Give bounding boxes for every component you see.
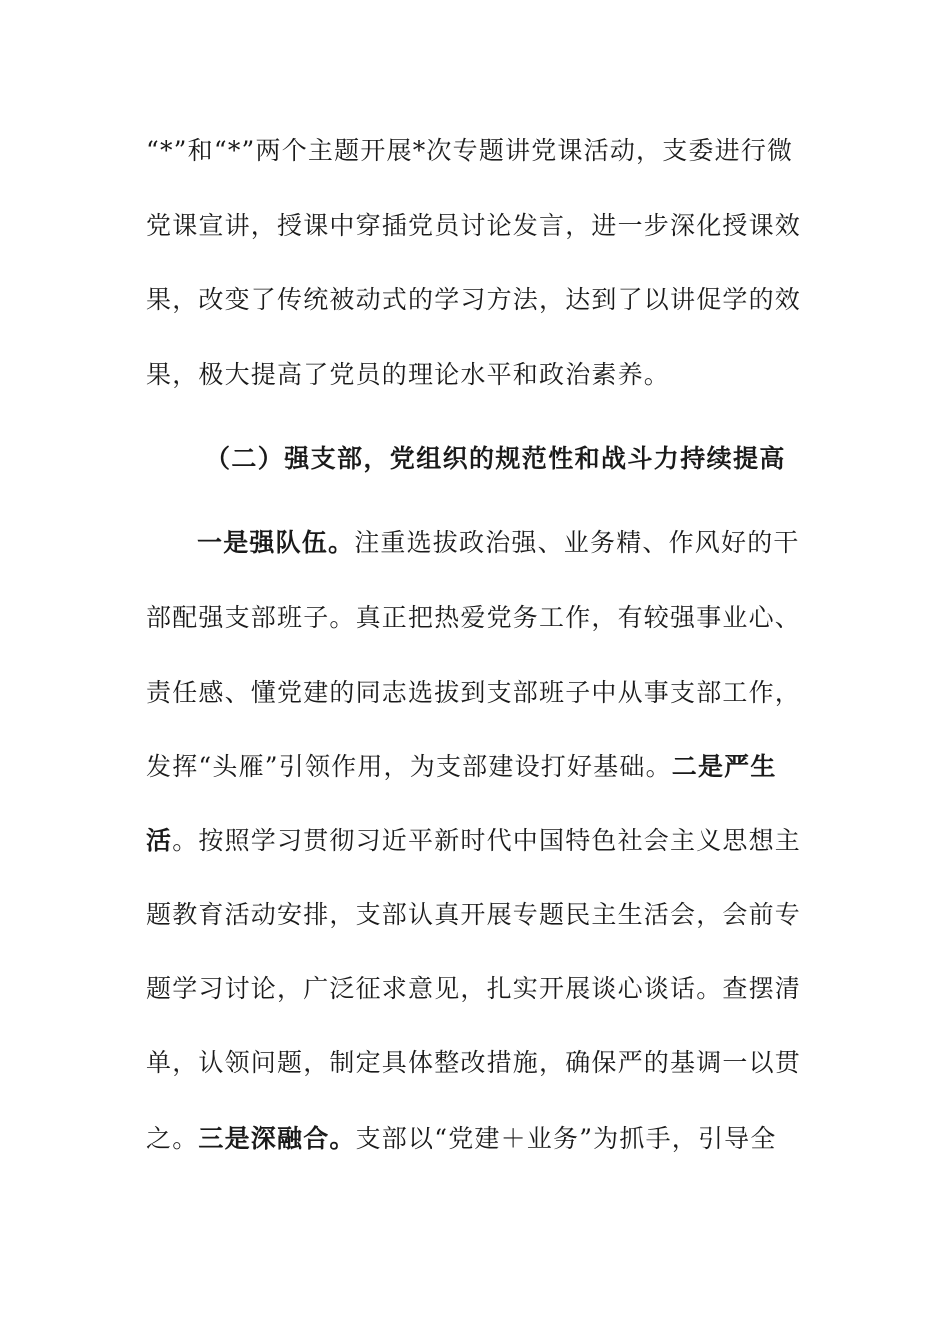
paragraph-text: 支部以“党建＋业务”为抓手，引导全 (355, 1124, 777, 1153)
paragraph-line: 果，极大提高了党员的理论水平和政治素养。 (146, 360, 671, 389)
paragraph-line: 果，改变了传统被动式的学习方法，达到了以讲促学的效 (146, 285, 802, 314)
paragraph-line (146, 1124, 826, 1154)
paragraph-line: 部配强支部班子。真正把热爱党务工作，有较强事业心、 (146, 603, 802, 632)
paragraph-line: 单，认领问题，制定具体整改措施，确保严的基调一以贯 (146, 1048, 802, 1077)
paragraph-line (146, 752, 826, 782)
paragraph-text: 之。 (146, 1124, 199, 1153)
paragraph-text: 。按照学习贯彻习近平新时代中国特色社会主义思想主 (172, 826, 802, 855)
paragraph-line: 题教育活动安排，支部认真开展专题民主生活会，会前专 (146, 900, 802, 929)
bold-lead-in: 三是深融合。 (198, 1124, 356, 1153)
paragraph-line: 党课宣讲，授课中穿插党员讨论发言，进一步深化授课效 (146, 211, 802, 240)
section-heading: （二）强支部，党组织的规范性和战斗力持续提高 (205, 444, 786, 473)
paragraph-line (146, 826, 826, 856)
paragraph-text: 发挥“头雁”引领作用，为支部建设打好基础。 (146, 752, 672, 781)
paragraph-line: 责任感、懂党建的同志选拔到支部班子中从事支部工作， (146, 678, 802, 707)
paragraph-line: “*”和“*”两个主题开展*次专题讲党课活动，支委进行微 (146, 136, 794, 165)
paragraph-text: 注重选拔政治强、业务精、作风好的干 (354, 528, 800, 557)
bold-lead-in: 一是强队伍。 (197, 528, 355, 557)
bold-lead-in: 二是严生 (671, 752, 777, 781)
paragraph-line: 题学习讨论，广泛征求意见，扎实开展谈心谈话。查摆清 (146, 974, 802, 1003)
bold-lead-in: 活 (146, 826, 173, 855)
paragraph-line (197, 528, 877, 558)
